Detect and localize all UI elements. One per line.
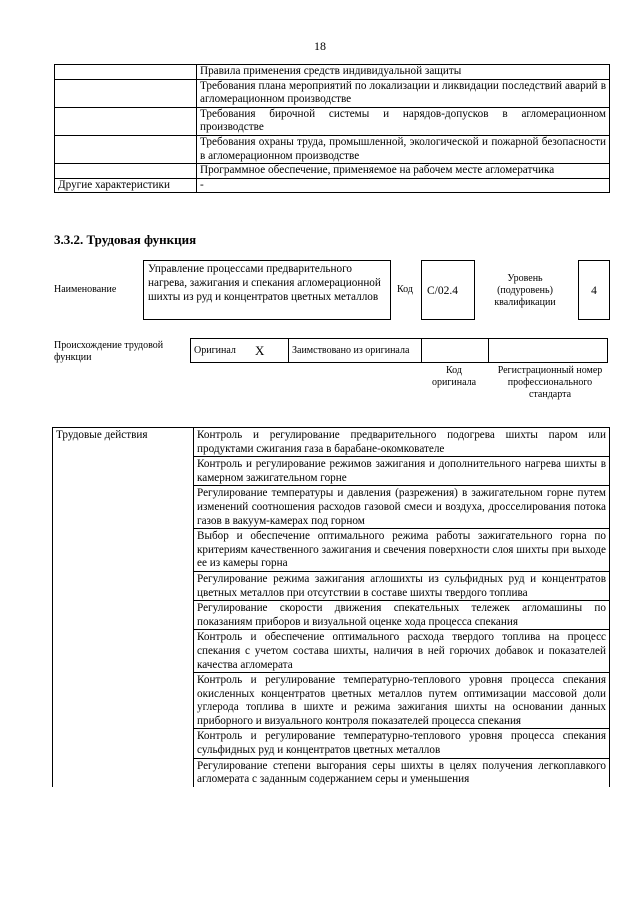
- table-cell-empty: [55, 79, 197, 107]
- table-cell-empty: [55, 135, 197, 163]
- function-code-label: Код: [397, 284, 413, 295]
- origin-table: [190, 338, 608, 363]
- labor-action-item: Регулирование степени выгорания серы шихты в целях получения легкоплавкого агломерата с заданным содержанием серы и уменьшения: [194, 758, 610, 787]
- original-code-caption: Код оригинала: [431, 365, 477, 388]
- knowledge-item: Правила применения средств индивидуальной защиты: [197, 65, 610, 80]
- labor-action-item: Контроль и обеспечение оптимального расхода твердого топлива на процесс спекания с учетом состава шихты, наличия в ней горючих добавок и показателей качества агломерата: [194, 630, 610, 673]
- labor-action-item: Выбор и обеспечение оптимального режима работы зажигательного горна по критериям качественного зажигания и свечения поверхности слоя шихты при выходе ее из камеры горна: [194, 529, 610, 572]
- knowledge-table-continuation: [54, 64, 610, 193]
- page-number: 18: [314, 39, 326, 53]
- table-cell-empty: [55, 164, 197, 179]
- labor-actions-label: Трудовые действия: [53, 428, 194, 787]
- table-row: [55, 79, 610, 107]
- labor-action-item: Регулирование температуры и давления (разрежения) в зажигательном горне путем изменений соотношения расходов газовой смеси и воздуха, дросселирования потока газов в вакуум-камерах под горном: [194, 486, 610, 529]
- section-title: 3.3.2. Трудовая функция: [54, 232, 197, 247]
- table-row: [55, 65, 610, 80]
- table-row: [55, 135, 610, 163]
- origin-label: Происхождение трудовой функции: [54, 340, 164, 363]
- table-row: [55, 107, 610, 135]
- labor-action-item: Контроль и регулирование предварительного подогрева шихты паром или продуктами сжигания газа в барабане-окомкователе: [194, 428, 610, 457]
- knowledge-item: Требования охраны труда, промышленной, экологической и пожарной безопасности в агломерационном производстве: [197, 135, 610, 163]
- labor-actions-table: [52, 427, 610, 787]
- function-code-value: С/02.4: [421, 260, 475, 320]
- borrowed-label: Заимствовано из оригинала: [289, 339, 422, 363]
- other-characteristics-value: -: [197, 178, 610, 193]
- table-row: [191, 339, 608, 363]
- original-mark: X: [252, 339, 289, 363]
- other-characteristics-label: Другие характеристики: [55, 178, 197, 193]
- knowledge-item: Требования плана мероприятий по локализации и ликвидации последствий аварий в агломерационном производстве: [197, 79, 610, 107]
- registration-number-cell: [489, 339, 608, 363]
- table-row: [55, 178, 610, 193]
- qualification-level-label: Уровень (подуровень) квалификации: [494, 273, 556, 308]
- registration-number-caption: Регистрационный номер профессионального стандарта: [497, 365, 603, 401]
- labor-action-item: Регулирование скорости движения спекательных тележек агломашины по показаниям приборов и визуальной оценке хода процесса спекания: [194, 601, 610, 630]
- table-row: [53, 428, 610, 457]
- labor-action-item: Регулирование режима зажигания аглошихты из сульфидных руд и концентратов цветных металлов при отсутствии в составе шихты твердого топлива: [194, 571, 610, 600]
- function-name-label: Наименование: [54, 284, 117, 295]
- original-label: Оригинал: [191, 339, 253, 363]
- table-row: [55, 164, 610, 179]
- labor-action-item: Контроль и регулирование температурно-теплового уровня процесса спекания сульфидных руд и концентратов цветных металлов: [194, 729, 610, 758]
- labor-action-item: Контроль и регулирование режимов зажигания и дополнительного нагрева шихты в камерном зажигательном горне: [194, 457, 610, 486]
- qualification-level-value: 4: [578, 260, 610, 320]
- labor-action-item: Контроль и регулирование температурно-теплового уровня процесса спекания окисленных концентратов цветных металлов путем оптимизации массовой доли углерода топлива в шихте и режима зажигания шихты на основании данных приборного и визуального контроля показателей процесса спекания: [194, 673, 610, 729]
- knowledge-item: Требования бирочной системы и нарядов-допусков в агломерационном производстве: [197, 107, 610, 135]
- table-cell-empty: [55, 107, 197, 135]
- function-name-value: Управление процессами предварительного нагрева, зажигания и спекания агломерационной шихты из руд и концентратов цветных металлов: [143, 260, 391, 320]
- original-code-cell: [422, 339, 489, 363]
- knowledge-item: Программное обеспечение, применяемое на рабочем месте агломератчика: [197, 164, 610, 179]
- table-cell-empty: [55, 65, 197, 80]
